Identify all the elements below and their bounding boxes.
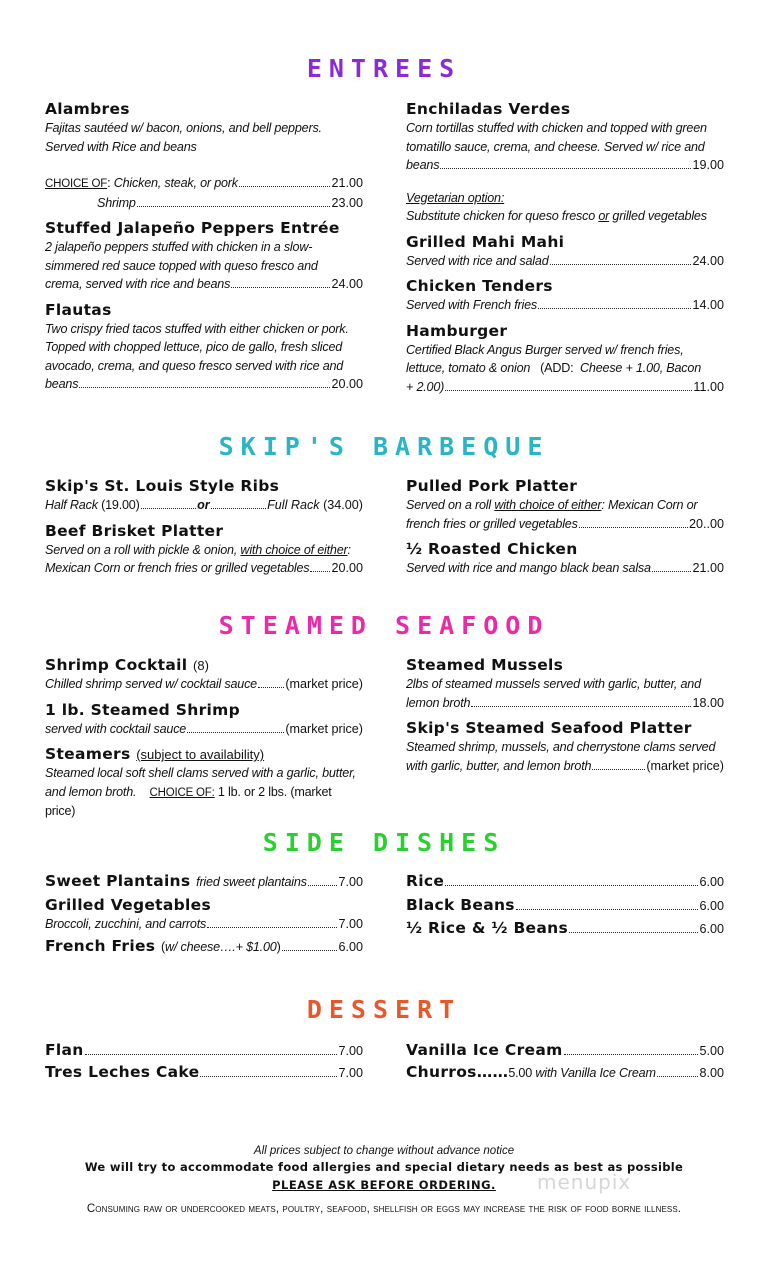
item-description: fried sweet plantains [196,875,307,889]
item-name: Chicken Tenders [406,277,553,295]
item-name: ½ Roasted Chicken [406,540,578,558]
item-price: 19.00 [692,158,724,172]
menu-item-rice [406,872,724,892]
item-price: 6.00 [338,940,363,954]
item-description-end: crema, served with rice and beans [45,277,231,291]
menu-item-sweet-plantains [45,872,363,892]
menu-item-flan [45,1041,363,1061]
item-name: Churros [406,1062,477,1081]
menu-item-hamburger [406,322,724,397]
item-price: 21.00 [331,176,363,190]
item-description: 2 jalapeño peppers stuffed with chicken in a slow-simmered red sauce topped with queso fresco and [45,240,318,273]
item-name: Flautas [45,300,112,319]
item-description: w/ cheese….+ $1.00 [165,940,277,954]
item-price: 21.00 [692,561,724,575]
footer-raw-food-warning: Consuming raw or undercooked meats, poultry, seafood, shellfish or eggs may increase the risk of food borne illness. [86,1203,682,1215]
menu-item-steamed-shrimp [45,701,363,739]
section-title-seafood: STEAMED SEAFOOD [218,611,550,640]
or-label: or [197,498,210,512]
item-name: ½ Rice & ½ Beans [406,919,568,937]
full-rack-price: Full Rack (34.00) [267,498,363,512]
dessert-right-column [406,1041,724,1082]
item-description: served with cocktail sauce [45,721,187,736]
item-price: 24.00 [692,253,724,268]
item-price: 6.00 [699,898,724,913]
section-title-entrees: ENTREES [306,54,462,83]
price-row: CHOICE OF: Chicken, steak, or pork 21.00 [45,174,363,194]
item-name: Beef Brisket Platter [45,521,224,540]
menu-item-enchiladas-verdes [406,100,724,226]
item-price: 18.00 [692,695,724,710]
entrees-right-column [406,100,724,396]
item-price: 7.00 [338,916,363,931]
section-title-barbeque: SKIP'S BARBEQUE [218,432,550,461]
bbq-right-column [406,477,724,578]
menu-item-shrimp-cocktail [45,656,363,694]
sides-left-column [45,872,363,957]
item-name: Grilled Mahi Mahi [406,232,565,251]
item-name: Tres Leches Cake [45,1062,200,1081]
item-description: Fajitas sautéed w/ bacon, onions, and bell peppers. Served with Rice and beans [45,121,322,154]
menu-item-vanilla-ice-cream [406,1041,724,1061]
item-name: Skip's St. Louis Style Ribs [45,477,280,495]
option-label: Chicken, steak, or pork [113,176,238,190]
item-name: Steamers (subject to availability) [45,745,265,763]
item-description: with Vanilla Ice Cream [532,1065,656,1080]
item-price: 7.00 [338,1044,363,1058]
menu-item-chicken-tenders [406,277,724,315]
item-price: 6.00 [699,875,724,889]
menu-item-tres-leches-cake [45,1063,363,1083]
menu-item-french-fries: French Fries (w/ cheese….+ $1.00) 6.00 [45,937,363,955]
section-title-side-dishes: SIDE DISHES [262,828,506,857]
menu-item-flautas [45,301,363,394]
item-price: 7.00 [338,1065,363,1080]
item-price: 20.00 [331,377,363,391]
bbq-left-column [45,477,363,578]
menu-item-stuffed-jalapeno [45,219,363,294]
item-name: Rice [406,872,445,890]
item-description-end: lemon broth [406,695,471,710]
item-name: French Fries [45,937,156,955]
menu-item-churros: Churros……5.00 with Vanilla Ice Cream 8.00 [406,1062,724,1081]
menu-item-pulled-pork-platter [406,477,724,533]
item-name: Skip's Steamed Seafood Platter [406,719,692,737]
item-name: Pulled Pork Platter [406,477,578,495]
menu-item-black-beans [406,896,724,916]
item-price: 24.00 [331,277,363,291]
item-description: Chilled shrimp served w/ cocktail sauce [45,677,257,691]
item-price: (market price) [285,677,363,691]
item-price: 6.00 [699,922,724,936]
item-name: Hamburger [406,321,508,340]
item-name: Shrimp Cocktail (8) [45,656,209,674]
seafood-left-column [45,656,363,821]
item-description: Served on a roll with pickle & onion, with choice of either: [45,542,351,557]
menu-item-grilled-vegetables [45,896,363,934]
menu-item-roasted-chicken [406,540,724,578]
item-price: 5.00 [699,1044,724,1058]
item-price: 20.00 [331,561,363,575]
half-rack-price: Half Rack (19.00) [45,498,140,512]
item-description: Steamed shrimp, mussels, and cherrystone clams served [406,740,716,754]
item-name: Flan [45,1041,84,1059]
item-price: (market price) [285,721,363,736]
menu-item-steamers [45,745,363,821]
item-name: Black Beans [406,895,515,914]
choice-label: CHOICE OF [45,178,108,190]
item-description: Served with French fries [406,298,537,312]
menu-item-alambres [45,100,363,212]
item-price-with-ice-cream: 8.00 [699,1065,724,1080]
item-name: Stuffed Jalapeño Peppers Entrée [45,219,340,237]
item-name: 1 lb. Steamed Shrimp [45,700,240,719]
item-description: 2lbs of steamed mussels served with garlic, butter, and [406,677,701,691]
item-price: 7.00 [338,875,363,889]
footer-allergy-notice: We will try to accommodate food allergies and special dietary needs as best as possible [84,1160,684,1174]
item-name: Sweet Plantains [45,872,191,890]
item-description: Two crispy fried tacos stuffed with either chicken or pork. Topped with chopped lettuce, pico de gallo, fresh sliced avocado, crema, and queso fresco served with rice and [45,321,349,373]
item-description: Certified Black Angus Burger served w/ french fries, lettuce, tomato & onion (ADD: Cheese + 1.00, Bacon [406,342,702,375]
vegetarian-option-label: Vegetarian option: [406,190,505,205]
price-row [45,194,363,213]
sides-right-column [406,872,724,939]
item-description: Served with rice and mango black bean salsa [406,561,651,575]
item-price: 5.00 [508,1065,533,1080]
item-description-end: Mexican Corn or french fries or grilled vegetables [45,561,310,575]
item-description: Steamed local soft shell clams served with a garlic, butter, [45,766,356,780]
item-name: Grilled Vegetables [45,895,211,914]
item-description-end: beans [406,158,440,172]
item-price: 23.00 [331,195,363,210]
menu-item-seafood-platter [406,719,724,775]
item-description-end: french fries or grilled vegetables [406,516,578,531]
entrees-left-column [45,100,363,394]
menu-item-st-louis-ribs [45,477,363,515]
item-description: Broccoli, zucchini, and carrots [45,916,207,931]
item-name: Vanilla Ice Cream [406,1041,563,1059]
item-description: Served with rice and salad [406,253,549,268]
item-description-end: with garlic, butter, and lemon broth [406,758,592,773]
menupix-watermark: menupix [537,1170,632,1194]
item-name: Alambres [45,100,130,118]
menu-item-beef-brisket-platter [45,522,363,578]
footer-ask-before-ordering: PLEASE ASK BEFORE ORDERING. [272,1178,496,1192]
item-description: Corn tortillas stuffed with chicken and topped with green tomatillo sauce, crema, and cheese. Served w/ rice and [406,121,707,154]
item-description-end: + 2.00) [406,379,445,394]
item-name: Enchiladas Verdes [406,100,571,118]
dessert-left-column [45,1041,363,1082]
section-title-dessert: DESSERT [306,995,462,1024]
menu-item-rice-and-beans [406,919,724,939]
item-price: 11.00 [693,379,724,394]
menu-item-grilled-mahi-mahi [406,233,724,271]
footer-price-notice: All prices subject to change without advance notice [253,1145,515,1157]
item-price: 14.00 [692,298,724,312]
option-label: Shrimp [97,195,136,210]
vegetarian-option-text: Substitute chicken for queso fresco or grilled vegetables [406,209,707,223]
item-name: Steamed Mussels [406,656,564,674]
seafood-right-column [406,656,724,775]
item-description: Served on a roll with choice of either: Mexican Corn or [406,498,698,512]
item-price: 20..00 [688,516,724,531]
item-description-end: beans [45,377,79,391]
menu-item-steamed-mussels [406,656,724,712]
item-price: (market price) [646,758,724,773]
item-description-end: and lemon broth. CHOICE OF: 1 lb. or 2 lbs. (market price) [45,784,332,818]
